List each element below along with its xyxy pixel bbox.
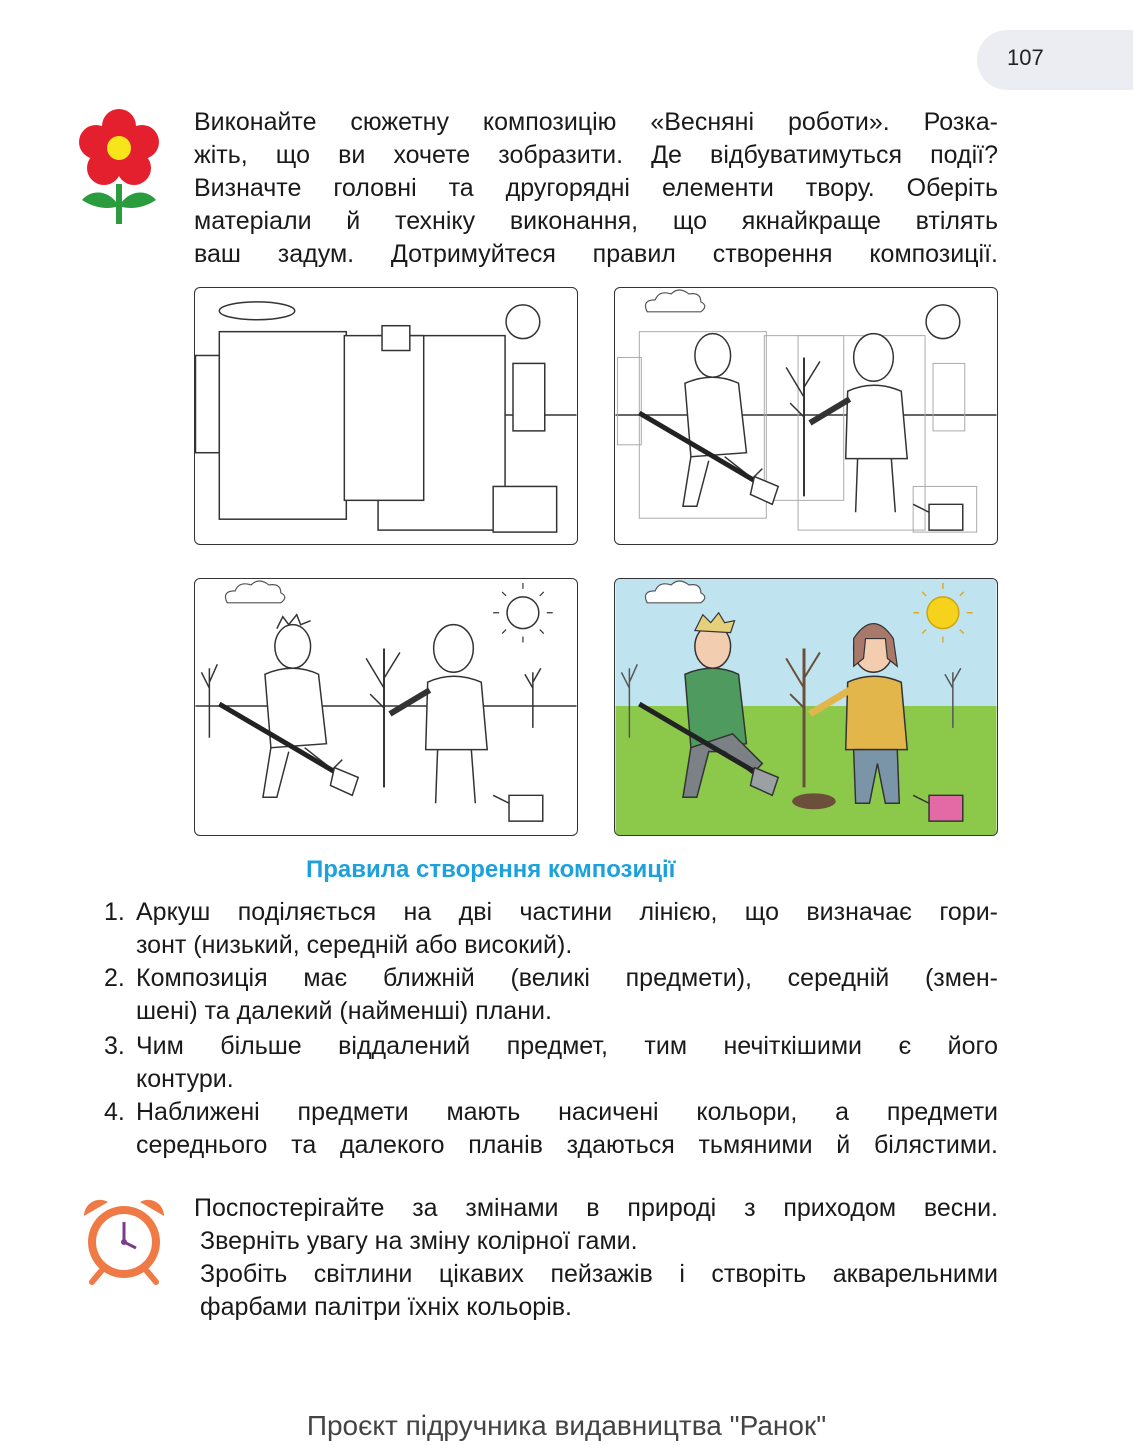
- rule-number: 3.: [104, 1032, 125, 1060]
- composition-panel-layout: [194, 287, 578, 545]
- rule-item: [104, 1096, 998, 1162]
- intro-paragraph: [194, 106, 998, 271]
- rules-title: Правила створення композиції: [306, 856, 676, 883]
- rule-item: [104, 962, 998, 1028]
- rule-number: 1.: [104, 898, 125, 926]
- intro-line: Виконайте сюжетну композицію «Весняні роботи». Розка-: [194, 108, 998, 136]
- footer: Проєкт підручника видавництва "Ранок": [306, 1410, 827, 1441]
- rule-line: Чим більше віддалений предмет, тим нечіткішими є його: [136, 1032, 998, 1060]
- intro-line: Визначте головні та другорядні елементи твору. Оберіть: [194, 174, 998, 202]
- line-art-illustration: [195, 579, 577, 835]
- page-number-tab: [977, 30, 1133, 90]
- intro-line: жіть, що ви хочете зобразити. Де відбуватимуться події?: [194, 141, 998, 169]
- rule-line: середнього та далекого планів здаються тьмяними й білястими.: [136, 1131, 998, 1159]
- rule-line: шені) та далекий (найменші) плани.: [136, 997, 552, 1025]
- composition-panel-line-art: [194, 578, 578, 836]
- rule-line: Аркуш поділяється на дві частини лінією, що визначає гори-: [136, 898, 998, 926]
- rule-number: 4.: [104, 1098, 125, 1126]
- sketch-illustration: [615, 288, 997, 544]
- composition-panel-sketch: [614, 287, 998, 545]
- rule-line: зонт (низький, середній або високий).: [136, 931, 573, 959]
- intro-line: ваш задум. Дотримуйтеся правил створення композиції.: [194, 240, 998, 268]
- page-number: 107: [1007, 45, 1044, 70]
- rule-number: 2.: [104, 964, 125, 992]
- observation-line: Зробіть світлини цікавих пейзажів і створіть акварельними: [200, 1260, 998, 1288]
- alarm-clock-icon: [78, 1194, 170, 1286]
- intro-line: матеріали й техніку виконання, що якнайкраще втілять: [194, 207, 998, 235]
- rule-line: Наближені предмети мають насичені кольори, а предмети: [136, 1098, 998, 1126]
- rule-item: [104, 1030, 998, 1096]
- observation-line: фарбами палітри їхніх кольорів.: [200, 1293, 572, 1321]
- composition-panel-colored: [614, 578, 998, 836]
- observation-line: Зверніть увагу на зміну колірної гами.: [200, 1227, 638, 1255]
- rule-item: [104, 896, 998, 962]
- colored-illustration: [615, 579, 997, 835]
- rule-line: контури.: [136, 1065, 234, 1093]
- observation-line: Поспостерігайте за змінами в природі з приходом весни.: [194, 1194, 998, 1222]
- layout-blocks-illustration: [195, 288, 577, 544]
- flower-icon: [78, 108, 160, 226]
- rule-line: Композиція має ближній (великі предмети), середній (змен-: [136, 964, 998, 992]
- observation-paragraph: [194, 1192, 998, 1324]
